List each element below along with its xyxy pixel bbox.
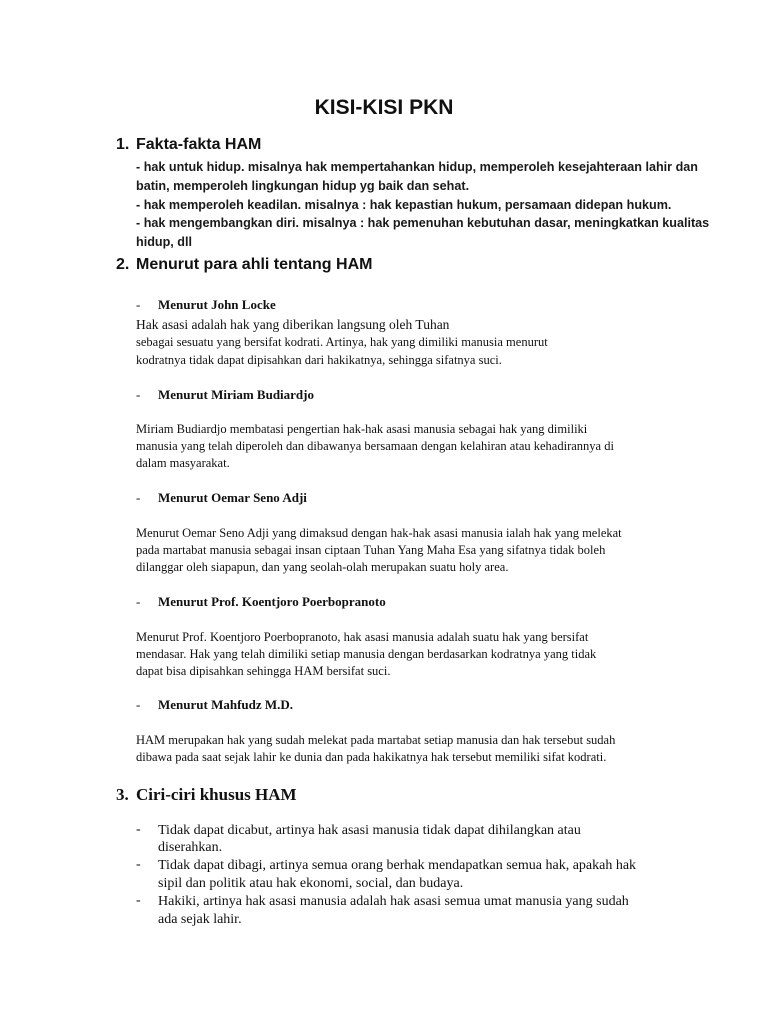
bullet-dash: - <box>136 893 141 908</box>
expert-text-line: kodratnya tidak dapat dipisahkan dari hakikatnya, sehingga sifatnya suci. <box>136 353 502 367</box>
expert-text-line: HAM merupakan hak yang sudah melekat pada martabat setiap manusia dan hak tersebut sudah <box>136 733 616 747</box>
bullet-dash: - <box>136 490 141 505</box>
section-1-number: 1. <box>116 136 130 153</box>
section-1-line: - hak mengembangkan diri. misalnya : hak pemenuhan kebutuhan dasar, meningkatkan kualitas <box>136 216 710 230</box>
expert-name: Menurut Oemar Seno Adji <box>158 490 307 505</box>
section-1-line: - hak untuk hidup. misalnya hak mempertahankan hidup, memperoleh kesejahteraan lahir dan <box>136 160 698 174</box>
expert-text-line: mendasar. Hak yang telah dimiliki setiap manusia dengan berdasarkan kodratnya yang tidak <box>136 647 597 661</box>
characteristic-line: Tidak dapat dibagi, artinya semua orang berhak mendapatkan semua hak, apakah hak <box>158 858 637 873</box>
expert-name: Menurut Miriam Budiardjo <box>158 387 314 402</box>
characteristic-line: sipil dan politik atau hak ekonomi, social, dan budaya. <box>158 876 464 891</box>
expert-name: Menurut Prof. Koentjoro Poerbopranoto <box>158 594 386 609</box>
section-3-heading: Ciri-ciri khusus HAM <box>136 785 297 804</box>
expert-text-line: Menurut Oemar Seno Adji yang dimaksud dengan hak-hak asasi manusia ialah hak yang melekat <box>136 526 622 540</box>
bullet-dash: - <box>136 857 141 872</box>
section-2-heading: Menurut para ahli tentang HAM <box>136 256 373 273</box>
section-2-number: 2. <box>116 256 130 273</box>
section-1-line: batin, memperoleh lingkungan hidup yg baik dan sehat. <box>136 179 470 193</box>
page-title: KISI-KISI PKN <box>314 96 454 119</box>
bullet-dash: - <box>136 297 141 312</box>
section-3-number: 3. <box>116 785 129 804</box>
bullet-dash: - <box>136 697 141 712</box>
section-1-heading: Fakta-fakta HAM <box>136 136 262 153</box>
expert-text-line: Miriam Budiardjo membatasi pengertian hak-hak asasi manusia sebagai hak yang dimiliki <box>136 422 588 436</box>
expert-text-line: Menurut Prof. Koentjoro Poerbopranoto, hak asasi manusia adalah suatu hak yang bersifat <box>136 630 589 644</box>
section-1-line: - hak memperoleh keadilan. misalnya : hak kepastian hukum, persamaan didepan hukum. <box>136 198 672 212</box>
expert-text-line: dilanggar oleh siapapun, dan yang seolah-olah merupakan suatu holy area. <box>136 560 509 574</box>
characteristic-line: Tidak dapat dicabut, artinya hak asasi manusia tidak dapat dihilangkan atau <box>158 823 581 838</box>
expert-name: Menurut Mahfudz M.D. <box>158 697 294 712</box>
expert-text-line: dalam masyarakat. <box>136 456 230 470</box>
expert-text-line: sebagai sesuatu yang bersifat kodrati. Artinya, hak yang dimiliki manusia menurut <box>136 335 548 349</box>
characteristic-line: Hakiki, artinya hak asasi manusia adalah hak asasi semua umat manusia yang sudah <box>158 894 629 909</box>
expert-name: Menurut John Locke <box>158 297 276 312</box>
expert-text-line: pada martabat manusia sebagai insan ciptaan Tuhan Yang Maha Esa yang sifatnya tidak boleh <box>136 543 606 557</box>
bullet-dash: - <box>136 822 141 837</box>
characteristic-line: ada sejak lahir. <box>158 912 242 927</box>
expert-text-line: Hak asasi adalah hak yang diberikan langsung oleh Tuhan <box>136 317 450 332</box>
expert-text-line: dapat bisa dipisahkan sehingga HAM bersifat suci. <box>136 664 391 678</box>
section-1-line: hidup, dll <box>136 235 192 249</box>
expert-text-line: dibawa pada saat sejak lahir ke dunia dan pada hakikatnya hak tersebut memiliki sifat kodrati. <box>136 750 607 764</box>
characteristic-line: diserahkan. <box>158 840 223 855</box>
expert-text-line: manusia yang telah diperoleh dan dibawanya bersamaan dengan kelahiran atau kehadirannya di <box>136 439 614 453</box>
bullet-dash: - <box>136 387 141 402</box>
bullet-dash: - <box>136 594 141 609</box>
